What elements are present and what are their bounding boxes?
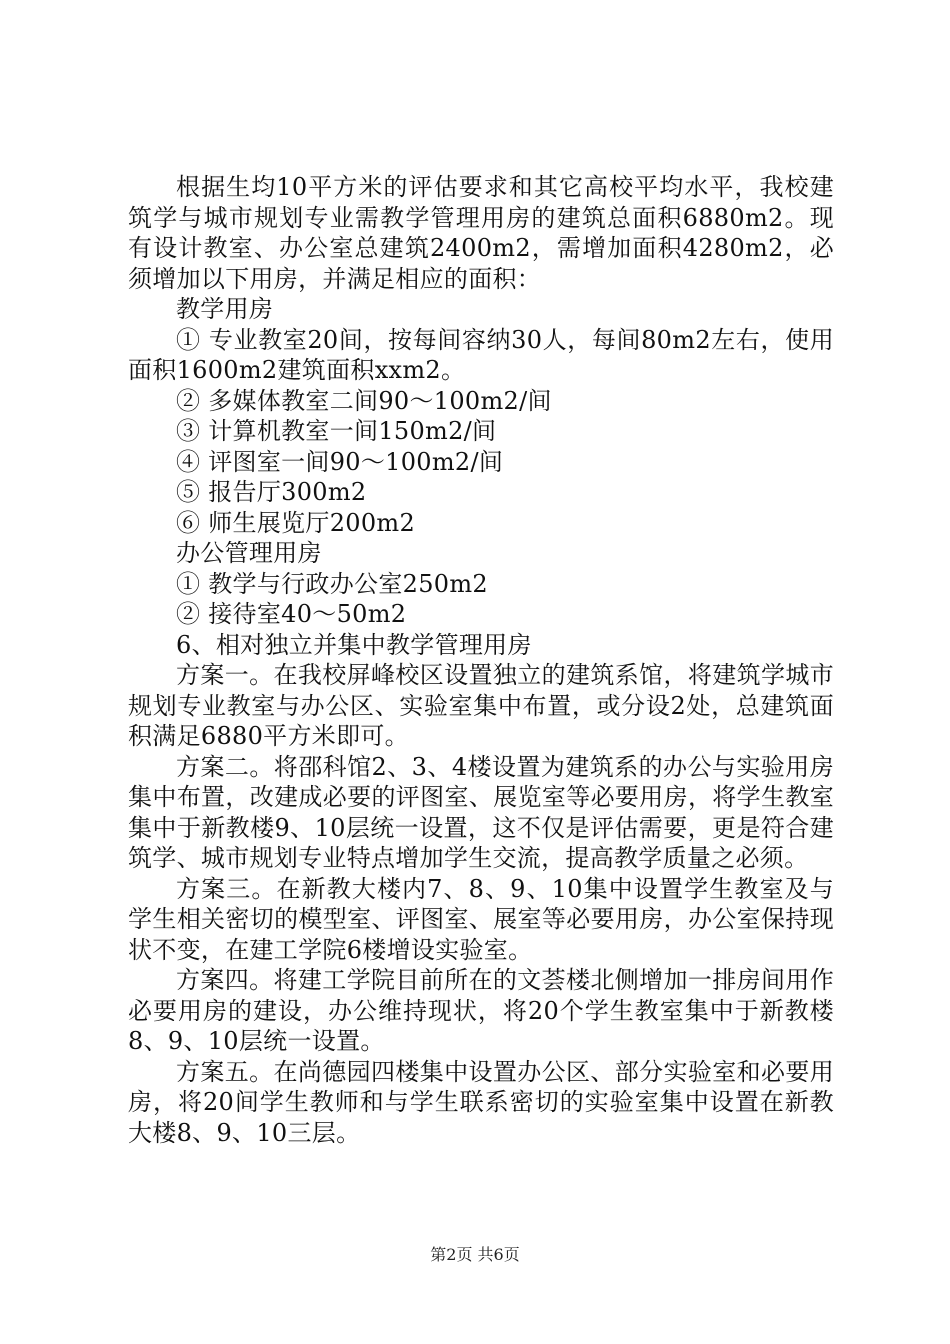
- list-item-computer-classroom: ③ 计算机教室一间150m2/间: [176, 417, 497, 445]
- paragraph-intro: 根据生均10平方米的评估要求和其它高校平均水平，我校建筑学与城市规划专业需教学管理用房的建筑总面积6880m2。现有设计教室、办公室总建筑2400m2，需增加面积4280m2，必须增加以下用房，并满足相应的面积：: [128, 173, 834, 293]
- paragraph-plan-2: 方案二。将邵科馆2、3、4楼设置为建筑系的办公与实验用房集中布置，改建成必要的评图室、展览室等必要用房，将学生教室集中于新教楼9、10层统一设置，这不仅是评估需要，更是符合建筑学、城市规划专业特点增加学生交流，提高教学质量之必须。: [128, 752, 834, 872]
- paragraph-plan-1: 方案一。在我校屏峰校区设置独立的建筑系馆，将建筑学城市规划专业教室与办公区、实验室集中布置，或分设2处，总建筑面积满足6880平方米即可。: [128, 661, 834, 750]
- list-item-review-room: ④ 评图室一间90～100m2/间: [176, 447, 504, 476]
- list-item-multimedia-classrooms: ② 多媒体教室二间90～100m2/间: [176, 386, 552, 415]
- heading-section-6: 6、相对独立并集中教学管理用房: [176, 630, 532, 659]
- list-item-admin-office: ① 教学与行政办公室250m2: [176, 569, 488, 598]
- page-footer: [0, 1242, 950, 1265]
- heading-teaching-rooms: 教学用房: [176, 295, 274, 323]
- list-item-professional-classrooms: ① 专业教室20间，按每间容纳30人，每间80m2左右，使用面积1600m2建筑面积xxm2。: [128, 325, 834, 384]
- page-indicator: 第2页 共6页: [430, 1245, 520, 1264]
- paragraph-plan-5: 方案五。在尚德园四楼集中设置办公区、部分实验室和必要用房，将20间学生教师和与学生联系密切的实验室集中设置在新教大楼8、9、10三层。: [128, 1057, 834, 1147]
- list-item-exhibition-hall: ⑥ 师生展览厅200m2: [176, 508, 416, 537]
- paragraph-plan-4: 方案四。将建工学院目前所在的文荟楼北侧增加一排房间用作必要用房的建设，办公维持现状，将20个学生教室集中于新教楼8、9、10层统一设置。: [128, 966, 834, 1055]
- list-item-reception-room: ② 接待室40～50m2: [176, 600, 407, 628]
- list-item-lecture-hall: ⑤ 报告厅300m2: [176, 478, 367, 506]
- document-body: [128, 172, 834, 1148]
- paragraph-plan-3: 方案三。在新教大楼内7、8、9、10集中设置学生教室及与学生相关密切的模型室、评图室、展室等必要用房，办公室保持现状不变，在建工学院6楼增设实验室。: [128, 874, 834, 964]
- heading-office-rooms: 办公管理用房: [176, 539, 322, 567]
